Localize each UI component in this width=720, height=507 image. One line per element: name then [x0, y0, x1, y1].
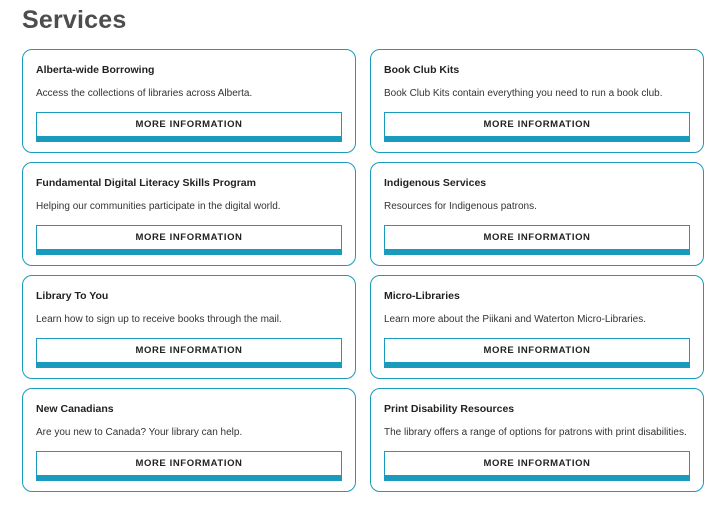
service-title: Print Disability Resources — [384, 403, 515, 415]
service-title: Alberta-wide Borrowing — [36, 64, 155, 76]
service-card-print-disability — [370, 388, 704, 492]
service-card-micro-libraries — [370, 275, 704, 379]
service-title: New Canadians — [36, 403, 114, 415]
service-description: Are you new to Canada? Your library can help. — [36, 427, 243, 438]
service-title: Library To You — [36, 290, 109, 302]
service-card-library-to-you — [22, 275, 356, 379]
page-title: Services — [22, 6, 127, 34]
more-information-button[interactable]: MORE INFORMATION — [36, 112, 342, 142]
more-information-button[interactable]: MORE INFORMATION — [384, 451, 690, 481]
service-card-book-club-kits — [370, 49, 704, 153]
service-title: Indigenous Services — [384, 177, 487, 189]
service-description: Access the collections of libraries across Alberta. — [36, 88, 253, 99]
service-title: Fundamental Digital Literacy Skills Program — [36, 177, 256, 189]
more-information-button[interactable]: MORE INFORMATION — [36, 451, 342, 481]
more-information-button[interactable]: MORE INFORMATION — [384, 112, 690, 142]
service-card-indigenous-services — [370, 162, 704, 266]
service-card-alberta-wide-borrowing — [22, 49, 356, 153]
service-description: Helping our communities participate in the digital world. — [36, 201, 281, 212]
more-information-button[interactable]: MORE INFORMATION — [36, 338, 342, 368]
service-description: The library offers a range of options for patrons with print disabilities. — [384, 427, 687, 438]
service-description: Book Club Kits contain everything you need to run a book club. — [384, 88, 663, 99]
service-title: Book Club Kits — [384, 64, 460, 76]
service-description: Learn how to sign up to receive books through the mail. — [36, 314, 282, 325]
more-information-button[interactable]: MORE INFORMATION — [36, 225, 342, 255]
services-grid — [22, 49, 704, 492]
service-card-digital-literacy — [22, 162, 356, 266]
service-title: Micro-Libraries — [384, 290, 460, 302]
more-information-button[interactable]: MORE INFORMATION — [384, 338, 690, 368]
service-description: Resources for Indigenous patrons. — [384, 201, 537, 212]
more-information-button[interactable]: MORE INFORMATION — [384, 225, 690, 255]
service-card-new-canadians — [22, 388, 356, 492]
service-description: Learn more about the Piikani and Waterton Micro-Libraries. — [384, 314, 646, 325]
